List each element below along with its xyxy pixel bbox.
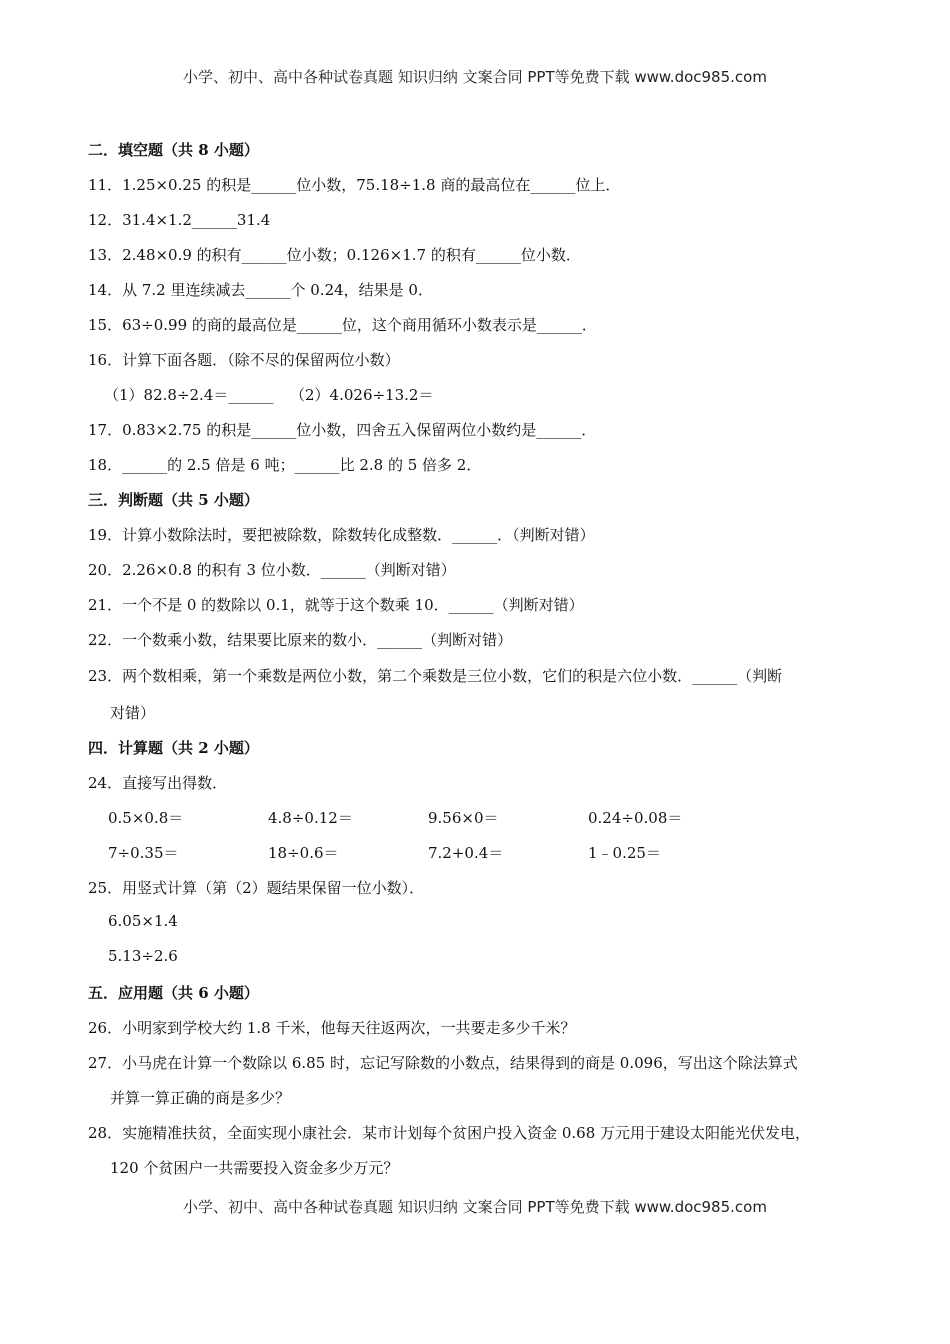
question-25-part-2: 5.13÷2.6 <box>108 947 178 965</box>
calc-item: 4.8÷0.12＝ <box>268 809 353 827</box>
question-14: 14．从 7.2 里连续减去______个 0.24，结果是 0． <box>88 281 433 299</box>
calc-item: 7÷0.35＝ <box>108 844 179 862</box>
section-calculation: 四．计算题（共 2 小题） <box>88 739 259 757</box>
question-25-part-1: 6.05×1.4 <box>108 912 178 930</box>
section-true-false: 三．判断题（共 5 小题） <box>88 491 259 509</box>
section-fill-blank: 二．填空题（共 8 小题） <box>88 141 259 159</box>
question-15: 15．63÷0.99 的商的最高位是______位，这个商用循环小数表示是______． <box>88 316 597 334</box>
question-24: 24．直接写出得数． <box>88 774 228 792</box>
question-27-continued: 并算一算正确的商是多少？ <box>110 1089 291 1107</box>
page-footer: 小学、初中、高中各种试卷真题 知识归纳 文案合同 PPT等免费下载 www.doc985.com <box>183 1198 767 1216</box>
question-23-continued: 对错） <box>110 704 156 722</box>
question-16: 16．计算下面各题．（除不尽的保留两位小数） <box>88 351 400 369</box>
question-17: 17．0.83×2.75 的积是______位小数，四舍五入保留两位小数约是______． <box>88 421 597 439</box>
question-19: 19．计算小数除法时，要把被除数，除数转化成整数．______．（判断对错） <box>88 526 595 544</box>
calc-item: 7.2+0.4＝ <box>428 844 504 862</box>
question-21: 21．一个不是 0 的数除以 0.1，就等于这个数乘 10．______（判断对错） <box>88 596 584 614</box>
question-18: 18．______的 2.5 倍是 6 吨；______比 2.8 的 5 倍多 2． <box>88 456 482 474</box>
question-25: 25．用竖式计算（第（2）题结果保留一位小数）． <box>88 879 425 897</box>
section-application: 五．应用题（共 6 小题） <box>88 984 259 1002</box>
question-12: 12．31.4×1.2______31.4 <box>88 211 271 229</box>
question-16-part-2: （2）4.026÷13.2＝ <box>290 386 434 404</box>
question-13: 13．2.48×0.9 的积有______位小数；0.126×1.7 的积有______位小数． <box>88 246 581 264</box>
question-20: 20．2.26×0.8 的积有 3 位小数．______（判断对错） <box>88 561 456 579</box>
calc-item: 0.5×0.8＝ <box>108 809 184 827</box>
question-28-continued: 120 个贫困户一共需要投入资金多少万元？ <box>110 1159 399 1177</box>
calc-item: 9.56×0＝ <box>428 809 499 827</box>
calc-item: 0.24÷0.08＝ <box>588 809 683 827</box>
question-16-part-1: （1）82.8÷2.4＝______ <box>104 386 274 404</box>
page-header: 小学、初中、高中各种试卷真题 知识归纳 文案合同 PPT等免费下载 www.doc985.com <box>183 68 767 86</box>
question-22: 22．一个数乘小数，结果要比原来的数小．______（判断对错） <box>88 631 513 649</box>
question-28: 28．实施精准扶贫，全面实现小康社会．某市计划每个贫困户投入资金 0.68 万元用于建设太阳能光伏发电， <box>88 1124 811 1142</box>
calc-item: 18÷0.6＝ <box>268 844 339 862</box>
question-27: 27．小马虎在计算一个数除以 6.85 时，忘记写除数的小数点，结果得到的商是 0.096，写出这个除法算式 <box>88 1054 798 1072</box>
calc-item: 1﹣0.25＝ <box>588 844 661 862</box>
question-26: 26．小明家到学校大约 1.8 千米，他每天往返两次，一共要走多少千米？ <box>88 1019 576 1037</box>
question-11: 11．1.25×0.25 的积是______位小数，75.18÷1.8 商的最高位在______位上． <box>88 176 621 194</box>
question-23: 23．两个数相乘，第一个乘数是两位小数，第二个乘数是三位小数，它们的积是六位小数．______（判断 <box>88 667 783 685</box>
